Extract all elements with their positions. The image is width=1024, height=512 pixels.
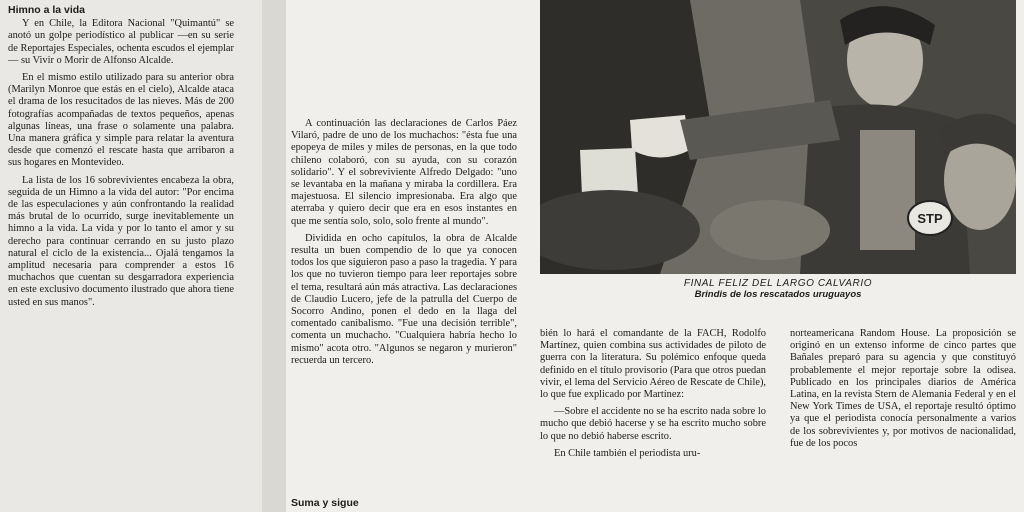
caption-subtitle: Brindis de los rescatados uruguayos (694, 289, 862, 300)
column-1 (8, 4, 234, 314)
col3-paragraph-2: —Sobre el accidente no se ha escrito nada sobre lo mucho que debió hacerse y se ha escrito mucho sobre lo que no debió haberse escrito. (540, 406, 766, 442)
column-4 (790, 328, 1016, 455)
col4-paragraph-1: norteamericana Random House. La proposición se originó en un extenso informe de cinco partes que Bañales preparó para su agencia y que constituyó probablemente el mejor reportaje sobre la odisea. Publicado en los principales diarios de América Latina, en la revista Stern de Alemania Federal y en el New York Times de USA, el reportaje resultó óptimo ya que el periodista conocía personalmente a varios de los sobrevivientes y, por motivos de nacionalidad, fue de los pocos (790, 328, 1016, 449)
column-3 (540, 328, 766, 465)
page-gutter (262, 0, 286, 512)
col2-paragraph-2: Dividida en ocho capítulos, la obra de Alcalde resulta un buen compendio de lo que ya conocen todos los que siguieron paso a paso la tragedia. Y para los que no tuvieron tiempo para leer reportajes sobre el tema, resultará aún más atractiva. Las declaraciones de Claudio Lucero, jefe de la patrulla del Cuerpo de Socorro Andino, ponen el dedo en la llaga del comentado canibalismo. "Fue una decisión terrible", comenta un muchacho. "Cualquiera habría hecho lo mismo" acota otro. "Algunos se negaron y murieron" recuerda un tercero. (291, 232, 517, 366)
caption-title: FINAL FELIZ DEL LARGO CALVARIO (683, 278, 873, 289)
col1-paragraph-2: En el mismo estilo utilizado para su anterior obra (Marilyn Monroe que estás en el cielo), Alcalde ataca el drama de los resucitados de las nieves. Más de 200 fotografías acompañadas de textos pequeños, apenas algunas líneas, una frase o solamente una palabra. Una manera gráfica y simple para relatar la aventura desde que comenzó el rescate hasta que arribaron a sus hogares en Montevideo. (8, 72, 234, 169)
section-heading-suma: Suma y sigue (291, 497, 359, 509)
col3-paragraph-1: bién lo hará el comandante de la FACH, Rodolfo Martínez, quien combina sus actividades de piloto de guerra con la literatura. Su polémico enfoque queda definido en el título provisorio (Para que otros puedan vivir, el lema del Servicio Aéreo de Rescate de Chile), lo que fue explicado por Martínez: (540, 328, 766, 401)
col2-paragraph-1: A continuación las declaraciones de Carlos Páez Vilaró, padre de uno de los muchachos: "ésta fue una epopeya de miles y miles de personas, en la que todo chileno colaboró, con su ayuda, con su corazón solidario". Y el sobreviviente Alfredo Delgado: "uno se levantaba en la mañana y miraba la cordillera. Era majestuosa. El silencio impresionaba. Era algo que aterraba y quiero decir que era en esos instantes en que me sentía solo, solo, solo frente al mundo". (291, 118, 517, 227)
col3-paragraph-3: En Chile también el periodista uru- (554, 447, 701, 459)
section-heading-himno: Himno a la vida (8, 4, 86, 16)
news-photo (540, 0, 1016, 274)
col1-paragraph-3: La lista de los 16 sobrevivientes encabeza la obra, seguida de un Himno a la vida del autor: "Por encima de las especulaciones y aún confrontando la realidad más brutal de lo ocurrido, surge inevitablemente un himno a la vida. La vida y por lo tanto el amor y su derecho para continuar cerrando en su justo plazo natural el ciclo de la existencia... Ojalá tengamos la amplitud necesaria para comprender a estos 16 muchachos que cuentan su desgarradora experiencia en este exclusivo documento ilustrado que ahora tiene usted en sus manos". (8, 174, 234, 308)
column-2 (291, 118, 517, 372)
stp-logo: STP (917, 211, 943, 226)
col1-paragraph-1: Y en Chile, la Editora Nacional "Quimantú" se anotó un golpe periodístico al publicar —en su serie de Reportajes Especiales, ochenta escudos el ejemplar— su Vivir o Morir de Alfonso Alcalde. (8, 18, 234, 66)
photo-caption (540, 278, 1016, 300)
rescued-survivors-toast-image (540, 0, 1016, 274)
